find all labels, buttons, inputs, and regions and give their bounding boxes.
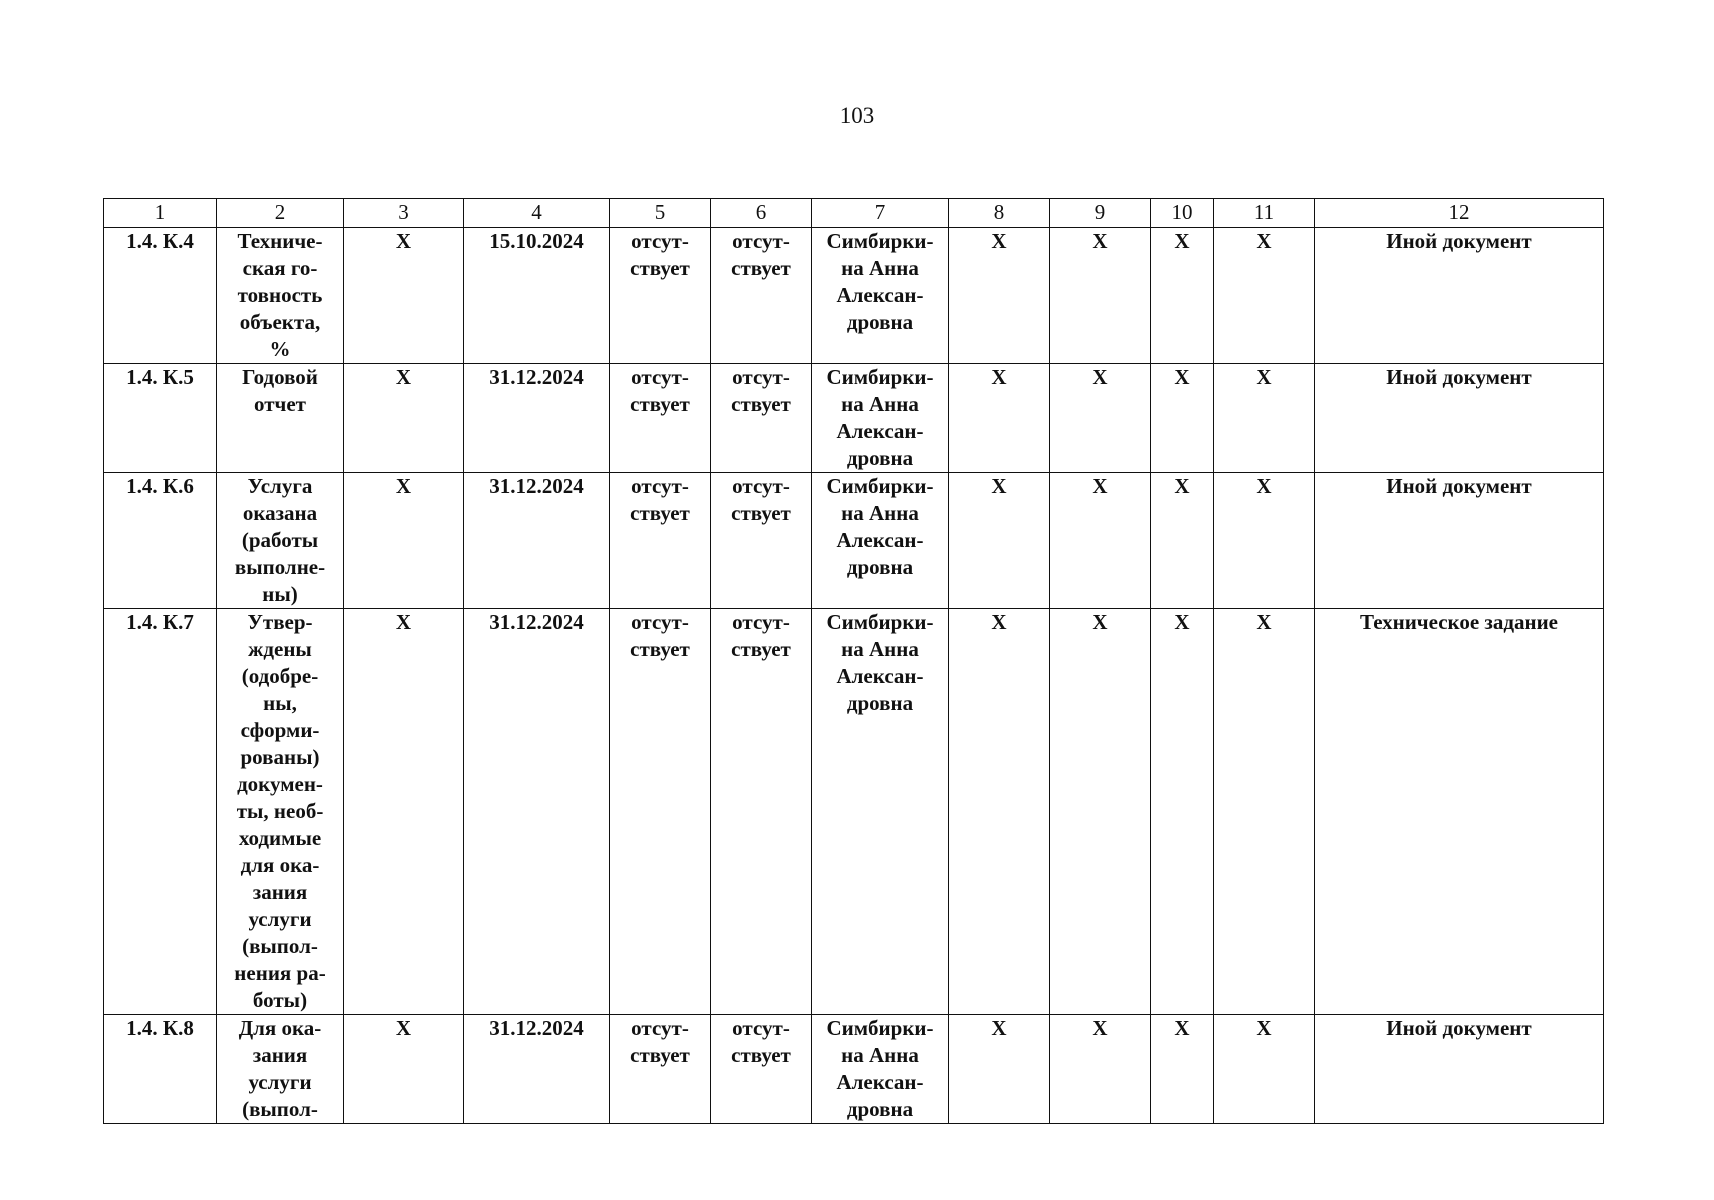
absent-cell: отсут- ствует <box>711 228 812 364</box>
document-type: Иной документ <box>1315 1015 1604 1124</box>
responsible-person: Симбирки- на Анна Алексан- дровна <box>812 364 949 473</box>
cell-x: X <box>1214 228 1315 364</box>
column-header: 12 <box>1315 199 1604 228</box>
responsible-person: Симбирки- на Анна Алексан- дровна <box>812 609 949 1015</box>
event-description: Услуга оказана (работы выполне- ны) <box>217 473 344 609</box>
cell-x: X <box>1050 364 1151 473</box>
cell-x: X <box>344 364 464 473</box>
column-header: 5 <box>610 199 711 228</box>
absent-cell: отсут- ствует <box>610 473 711 609</box>
cell-x: X <box>1214 364 1315 473</box>
date-cell: 31.12.2024 <box>464 1015 610 1124</box>
cell-x: X <box>949 1015 1050 1124</box>
column-header: 1 <box>104 199 217 228</box>
cell-x: X <box>1151 228 1214 364</box>
cell-x: X <box>1214 473 1315 609</box>
column-header: 9 <box>1050 199 1151 228</box>
cell-x: X <box>344 1015 464 1124</box>
cell-x: X <box>1050 473 1151 609</box>
row-id: 1.4. К.5 <box>104 364 217 473</box>
absent-cell: отсут- ствует <box>610 609 711 1015</box>
table-row <box>104 1015 1604 1124</box>
column-header: 7 <box>812 199 949 228</box>
row-id: 1.4. К.8 <box>104 1015 217 1124</box>
responsible-person: Симбирки- на Анна Алексан- дровна <box>812 1015 949 1124</box>
date-cell: 31.12.2024 <box>464 609 610 1015</box>
cell-x: X <box>949 609 1050 1015</box>
responsible-person: Симбирки- на Анна Алексан- дровна <box>812 473 949 609</box>
cell-x: X <box>949 473 1050 609</box>
absent-cell: отсут- ствует <box>711 364 812 473</box>
column-header: 4 <box>464 199 610 228</box>
cell-x: X <box>1050 1015 1151 1124</box>
cell-x: X <box>1151 609 1214 1015</box>
absent-cell: отсут- ствует <box>610 364 711 473</box>
document-type: Иной документ <box>1315 473 1604 609</box>
cell-x: X <box>1151 364 1214 473</box>
document-type: Иной документ <box>1315 364 1604 473</box>
date-cell: 31.12.2024 <box>464 364 610 473</box>
document-type: Иной документ <box>1315 228 1604 364</box>
document-type: Техническое задание <box>1315 609 1604 1015</box>
cell-x: X <box>1151 473 1214 609</box>
cell-x: X <box>344 609 464 1015</box>
cell-x: X <box>1050 609 1151 1015</box>
row-id: 1.4. К.6 <box>104 473 217 609</box>
column-header: 6 <box>711 199 812 228</box>
table-row <box>104 609 1604 1015</box>
date-cell: 15.10.2024 <box>464 228 610 364</box>
column-header: 2 <box>217 199 344 228</box>
column-header: 11 <box>1214 199 1315 228</box>
cell-x: X <box>1214 609 1315 1015</box>
cell-x: X <box>1151 1015 1214 1124</box>
event-description: Для ока- зания услуги (выпол- <box>217 1015 344 1124</box>
column-number-row <box>104 199 1604 228</box>
absent-cell: отсут- ствует <box>610 228 711 364</box>
table-row <box>104 473 1604 609</box>
table-row <box>104 228 1604 364</box>
column-header: 3 <box>344 199 464 228</box>
table-row <box>104 364 1604 473</box>
column-header: 10 <box>1151 199 1214 228</box>
row-id: 1.4. К.4 <box>104 228 217 364</box>
absent-cell: отсут- ствует <box>610 1015 711 1124</box>
cell-x: X <box>1214 1015 1315 1124</box>
responsible-person: Симбирки- на Анна Алексан- дровна <box>812 228 949 364</box>
cell-x: X <box>344 473 464 609</box>
absent-cell: отсут- ствует <box>711 609 812 1015</box>
cell-x: X <box>949 228 1050 364</box>
cell-x: X <box>949 364 1050 473</box>
cell-x: X <box>344 228 464 364</box>
event-description: Годовой отчет <box>217 364 344 473</box>
control-points-table <box>103 198 1604 1124</box>
column-header: 8 <box>949 199 1050 228</box>
event-description: Утвер- ждены (одобре- ны, сформи- рованы) докумен- ты, необ- ходимые для ока- зания услуги (выпол- нения ра- боты) <box>217 609 344 1015</box>
event-description: Техниче- ская го- товность объекта, % <box>217 228 344 364</box>
date-cell: 31.12.2024 <box>464 473 610 609</box>
absent-cell: отсут- ствует <box>711 1015 812 1124</box>
absent-cell: отсут- ствует <box>711 473 812 609</box>
cell-x: X <box>1050 228 1151 364</box>
page-number: 103 <box>839 103 875 128</box>
row-id: 1.4. К.7 <box>104 609 217 1015</box>
